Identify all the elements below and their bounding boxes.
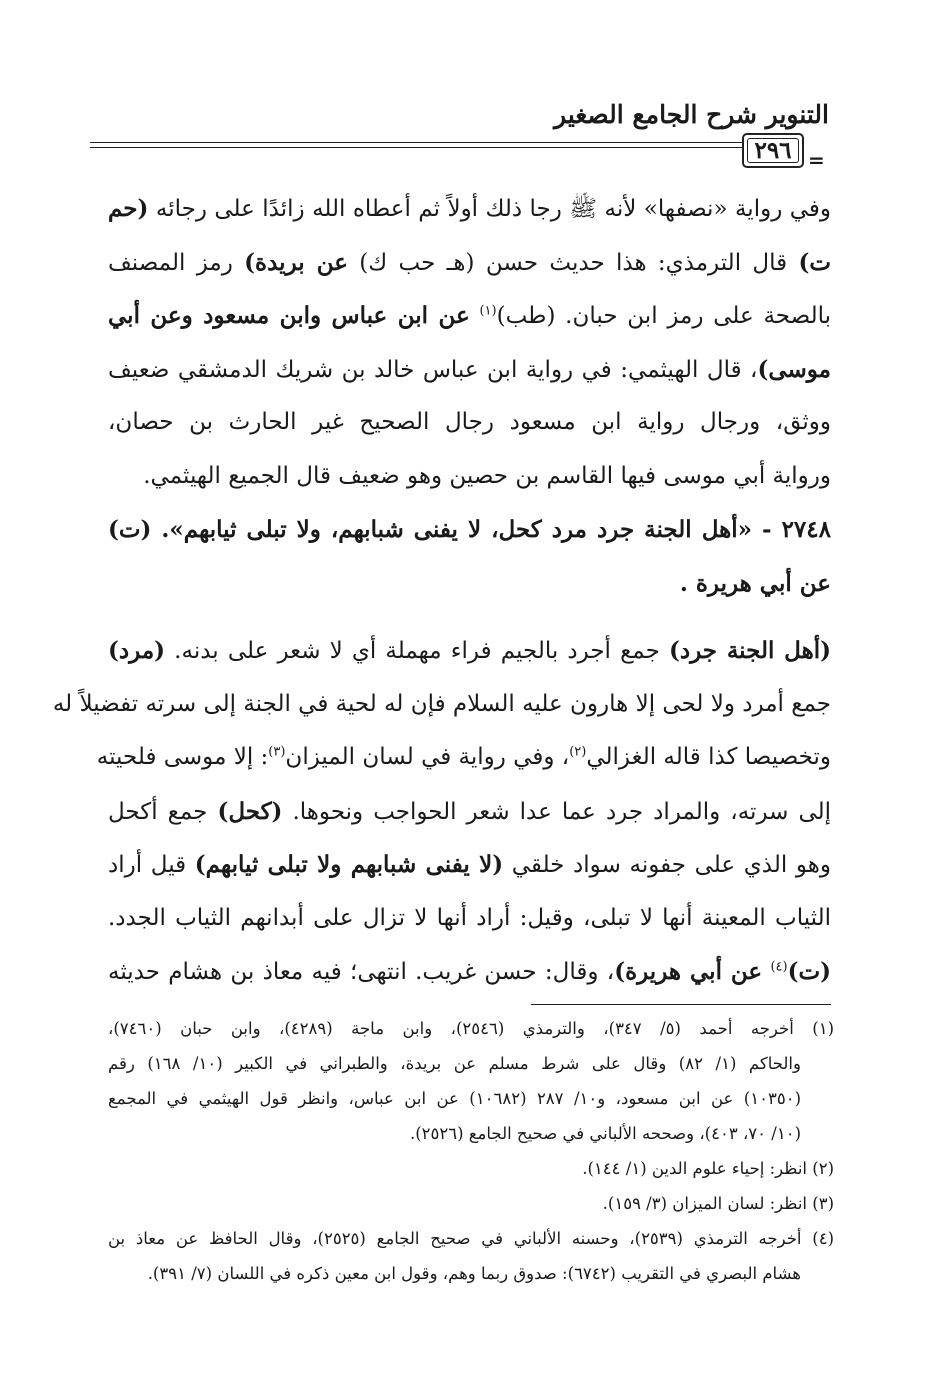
text-line: بالصحة على رمز ابن حبان. (طب)$^{(١)}$ عن ابن عباس وابن مسعود وعن أبي — [108, 302, 831, 329]
footnote-line: (١٠٣٥٠) عن ابن مسعود، و١٠/ ٢٨٧ (١٠٦٨٢) عن ابن عباس، وانظر قول الهيثمي في المجمع — [108, 1089, 801, 1108]
page-number: ٢٩٦ — [754, 137, 792, 164]
text-line: (أهل الجنة جرد) جمع أجرد بالجيم فراء مهملة أي لا شعر على بدنه. (مرد) — [108, 637, 831, 664]
text-line: (ت)$^{(٤)}$ عن أبي هريرة)، وقال: حسن غريب. انتهى؛ فيه معاذ بن هشام حديثه — [108, 958, 831, 985]
hadith-line: ٢٧٤٨ - «أهل الجنة جرد مرد كحل، لا يفنى شبابهم، ولا تبلى ثيابهم». (ت) — [108, 516, 831, 543]
page-number-box — [742, 133, 804, 168]
footnote-line: والحاكم (١/ ٨٢) وقال على شرط مسلم عن بريدة، والطبراني في الكبير (١٠/ ١٦٨) رقم — [108, 1054, 801, 1073]
text-line: الثياب المعينة أنها لا تبلى، وقيل: أراد أنها لا تزال على أبدانهم الثياب الجدد. — [108, 904, 831, 931]
footnote-line: (٢) انظر: إحياء علوم الدين (١/ ١٤٤). — [582, 1159, 834, 1178]
text-line: وهو الذي على جفونه سواد خلقي (لا يفنى شبابهم ولا تبلى ثيابهم) قيل أراد — [108, 851, 832, 878]
hadith-line: عن أبي هريرة . — [679, 569, 831, 597]
footnote-line: (١) أخرجه أحمد (٥/ ٣٤٧)، والترمذي (٢٥٤٦)، وابن ماجة (٤٢٨٩)، وابن حبان (٧٤٦٠)، — [108, 1019, 834, 1038]
main-text — [52, 182, 832, 999]
footnote-line: (٤) أخرجه الترمذي (٢٥٣٩)، وحسنه الألباني في صحيح الجامع (٢٥٢٥)، وقال الحافظ عن معاذ بن — [108, 1229, 834, 1248]
text-line: ورواية أبي موسى فيها القاسم بن حصين وهو ضعيف قال الجميع الهيثمي. — [143, 462, 831, 489]
text-line: ووثق، ورجال رواية ابن مسعود رجال الصحيح غير الحارث بن حصان، — [108, 409, 831, 435]
footnote-line: هشام البصري في التقريب (٦٧٤٢): صدوق ربما وهم، وقول ابن معين ذكره في اللسان (٧/ ٣٩١). — [147, 1264, 801, 1283]
footnotes — [108, 1011, 834, 1291]
text-line: موسى)، قال الهيثمي: في رواية ابن عباس خالد بن شريك الدمشقي ضعيف — [108, 355, 831, 383]
running-title: التنوير شرح الجامع الصغير — [554, 100, 829, 129]
text-line: وفي رواية «نصفها» لأنه ﷺ رجا ذلك أولاً ثم أعطاه الله زائدًا على رجائه (حم — [108, 195, 831, 222]
footnote-line: (٣) انظر: لسان الميزان (٣/ ١٥٩). — [602, 1194, 834, 1213]
footnote-separator — [531, 1004, 831, 1005]
text-line: ت) قال الترمذي: هذا حديث حسن (هـ حب ك) عن بريدة) رمز المصنف — [108, 248, 831, 276]
text-line: جمع أمرد ولا لحى إلا هارون عليه السلام فإن له لحية في الجنة إلى سرته تفضيلاً له — [52, 690, 831, 717]
header-ornament: = — [808, 148, 825, 172]
text-line: إلى سرته، والمراد جرد عما عدا شعر الحواجب ونحوها. (كحل) جمع أكحل — [108, 797, 832, 825]
text-line: وتخصيصا كذا قاله الغزالي$^{(٢)}$، وفي رواية في لسان الميزان$^{(٣)}$: إلا موسى فلحيته — [96, 744, 831, 770]
header-rule — [90, 134, 750, 156]
footnote-line: (١٠/ ٧٠، ٤٠٣)، وصححه الألباني في صحيح الجامع (٢٥٢٦). — [409, 1124, 801, 1143]
